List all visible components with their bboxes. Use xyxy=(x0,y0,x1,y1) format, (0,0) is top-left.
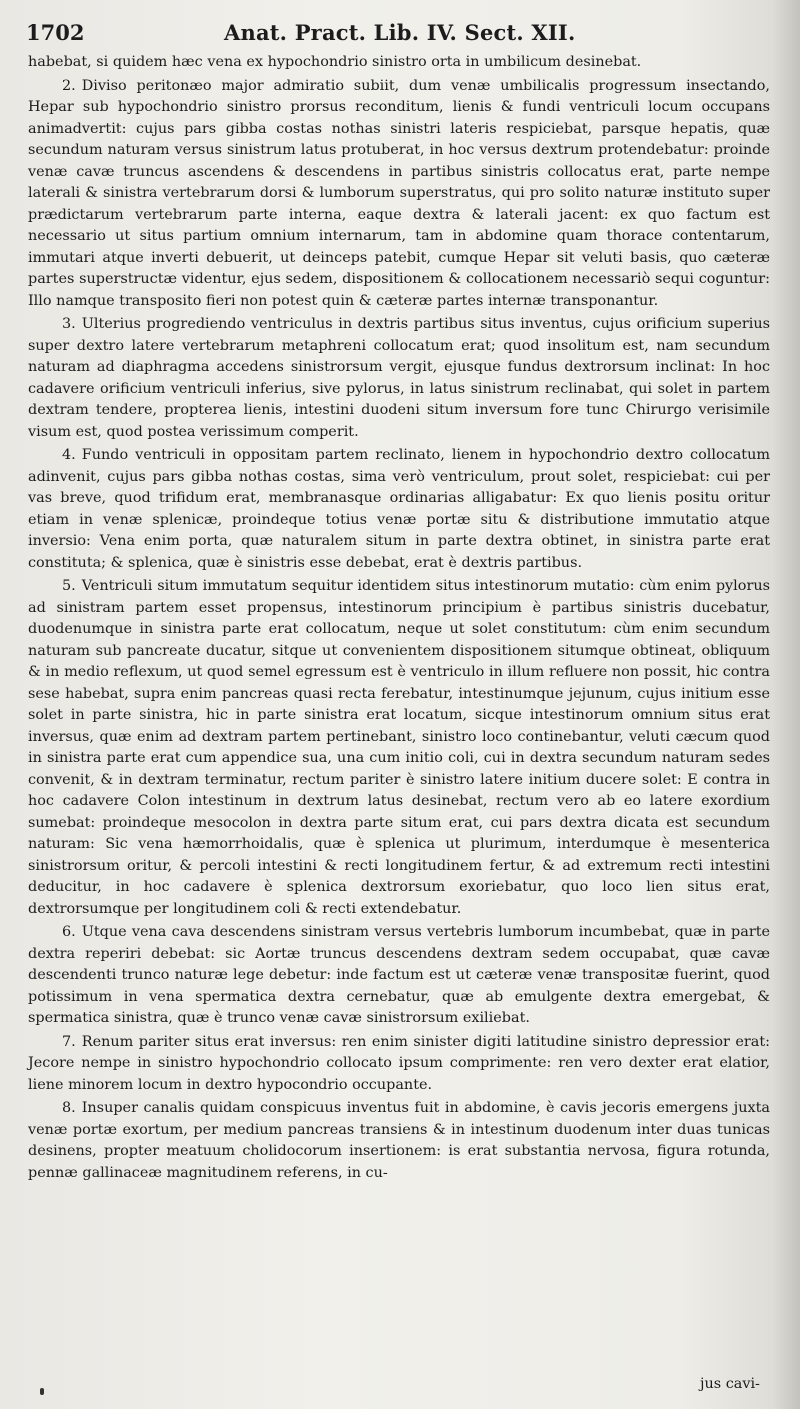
paragraph-4 xyxy=(28,445,770,574)
running-header xyxy=(26,20,786,50)
paragraph-number: 3. xyxy=(62,316,76,332)
paragraph-text: Ulterius progrediendo ventriculus in dextris partibus situs inventus, cujus orificium superius super dextro latere vertebrarum metaphreni collocatum erat; quod insolitum est, nam secundum naturam ad diaphragma accedens sinistrorsum vergit, ejusque fundus dextrorsum inclinat: In hoc cadavere orificium ventriculi inferius, sive pylorus, in latus sinistrum reclinabat, qui solet in partem dextram tendere, propterea lienis, intestini duodeni situm inversum fore tunc Chirurgo verisimile visum est, quod postea verissimum comperit. xyxy=(28,316,770,440)
paragraph-text: Fundo ventriculi in oppositam partem reclinato, lienem in hypochondrio dextro collocatum adinvenit, cujus pars gibba nothas costas, sima verò ventriculum, prout solet, respiciebat: cui per vas breve, quod trifidum erat, membranasque ordinarias alligabatur: Ex quo lienis positu oritur etiam in venæ splenicæ, proindeque totius venæ portæ situ & distributione immutatio atque inversio: Vena enim porta, quæ naturalem situm in parte dextra obtinet, in sinistra parte erat constituta; & splenica, quæ è sinistris esse debebat, erat è dextris partibus. xyxy=(28,447,770,571)
paragraph-3 xyxy=(28,314,770,443)
paragraph-text: Ventriculi situm immutatum sequitur identidem situs intestinorum mutatio: cùm enim pylorus ad sinistram partem esset propensus, intestinorum principium è partibus sinistris ducebatur, duodenumque in sinistra parte erat collocatum, neque ut solet constitutum: cùm enim secundum naturam sub pancreate ducatur, sitque ut convenientem dispositionem situmque obtineat, obliquum & in medio reflexum, ut quod semel egressum est è ventriculo in illum refluere non possit, hic contra sese habebat, supra enim pancreas quasi recta ferebatur, intestinumque jejunum, cujus initium esse solet in parte sinistra, hic in parte sinistra erat locatum, sicque intestinorum omnium situs erat inversus, quæ enim ad dextram partem pertinebant, sinistro loco continebantur, veluti cæcum quod in sinistra parte erat cum appendice sua, una cum initio coli, cui in dextra secundum naturam sedes convenit, & in dextram terminatur, rectum pariter è sinistro latere initium ducere solet: E contra in hoc cadavere Colon intestinum in dextrum latus desinebat, rectum vero ab eo latere exordium sumebat: proindeque mesocolon in dextra parte situm erat, cui pars dextra dicata est secundum naturam: Sic vena hæmorrhoidalis, quæ è splenica ut plurimum, interdumque è mesenterica sinistrorsum oritur, & percoli intestini & recti longitudinem fertur, & ad extremum recti intestini deducitur, in hoc cadavere è splenica dextrorsum exoriebatur, quo loco lien situs erat, dextrorsumque per longitudinem coli & recti extendebatur. xyxy=(28,578,770,917)
paragraph-number: 7. xyxy=(62,1033,76,1050)
paragraph-number: 5. xyxy=(62,578,76,594)
paragraph-text: Utque vena cava descendens sinistram versus vertebris lumborum incumbebat, quæ in parte dextra reperiri debebat: sic Aortæ truncus descendens dextram sedem occupabat, quæ cavæ descendenti trunco naturæ lege debetur: inde factum est ut cæteræ venæ transpositæ fuerint, quod potissimum in vena spermatica dextra cernebatur, quæ ab emulgente dextra emergebat, & spermatica sinistra, quæ è trunco venæ cavæ sinistrorsum exiliebat. xyxy=(28,924,770,1026)
paragraph-text: Renum pariter situs erat inversus: ren enim sinister digiti latitudine sinistro depressior erat: Jecore nempe in sinistro hypochondrio collocato ipsum comprimente: ren vero dexter erat elatior, liene minorem locum in dextro hypocondrio occupante. xyxy=(28,1033,770,1093)
ink-speck xyxy=(40,1388,44,1395)
paragraph-5 xyxy=(28,576,770,920)
paragraph-text: Insuper canalis quidam conspicuus inventus fuit in abdomine, è cavis jecoris emergens juxta venæ portæ exortum, per medium pancreas transiens & in intestinum duodenum inter duas tunicas desinens, propter meatuum cholidocorum insertionem: is erat substantia nervosa, figura rotunda, pennæ gallinaceæ magnitudinem referens, in cu- xyxy=(28,1100,770,1181)
paragraph-2 xyxy=(28,76,770,313)
paragraph-6 xyxy=(28,922,770,1030)
paragraph-number: 8. xyxy=(62,1100,76,1116)
paragraph-number: 6. xyxy=(62,924,76,940)
paragraph-text: habebat, si quidem hæc vena ex hypochondrio sinistro orta in umbilicum desinebat. xyxy=(28,54,642,70)
gutter-shadow xyxy=(772,0,800,1409)
paragraph-7 xyxy=(28,1032,770,1097)
catchword: jus cavi- xyxy=(700,1376,760,1392)
page-number: 1702 xyxy=(26,20,85,45)
paragraph-1 xyxy=(28,52,770,74)
body-text xyxy=(28,52,770,1186)
paragraph-text: Diviso peritonæo major admiratio subiit, dum venæ umbilicalis progressum insectando, Hepar sub hypochondrio sinistro prorsus reconditum, lienis & fundi ventriculi locum occupans animadvertit: cujus pars gibba costas nothas sinistri lateris respiciebat, parsque hepatis, quæ secundum naturam versus sinistrum latus protuberat, in hoc versus dextrum protendebatur: proinde venæ cavæ truncus ascendens & descendens in partibus sinistris collocatus erat, parte nempe laterali & sinistra vertebrarum dorsi & lumborum superstratus, qui pro solito naturæ instituto super prædictarum vertebrarum parte interna, eaque dextra & laterali jacent: ex quo factum est necessario ut situs partium omnium internarum, tam in abdomine quam thorace contentarum, immutari atque inverti debuerit, ut deinceps patebit, cumque Hepar sit veluti basis, quo cæteræ partes superstructæ videntur, ejus sedem, dispositionem & collocationem necessariò sequi coguntur: Illo namque transposito fieri non potest quin & cæteræ partes internæ transponantur. xyxy=(28,77,770,309)
paragraph-number: 4. xyxy=(62,447,76,463)
paragraph-number: 2. xyxy=(62,77,76,94)
running-title: Anat. Pract. Lib. IV. Sect. XII. xyxy=(224,20,576,45)
paragraph-8 xyxy=(28,1098,770,1184)
